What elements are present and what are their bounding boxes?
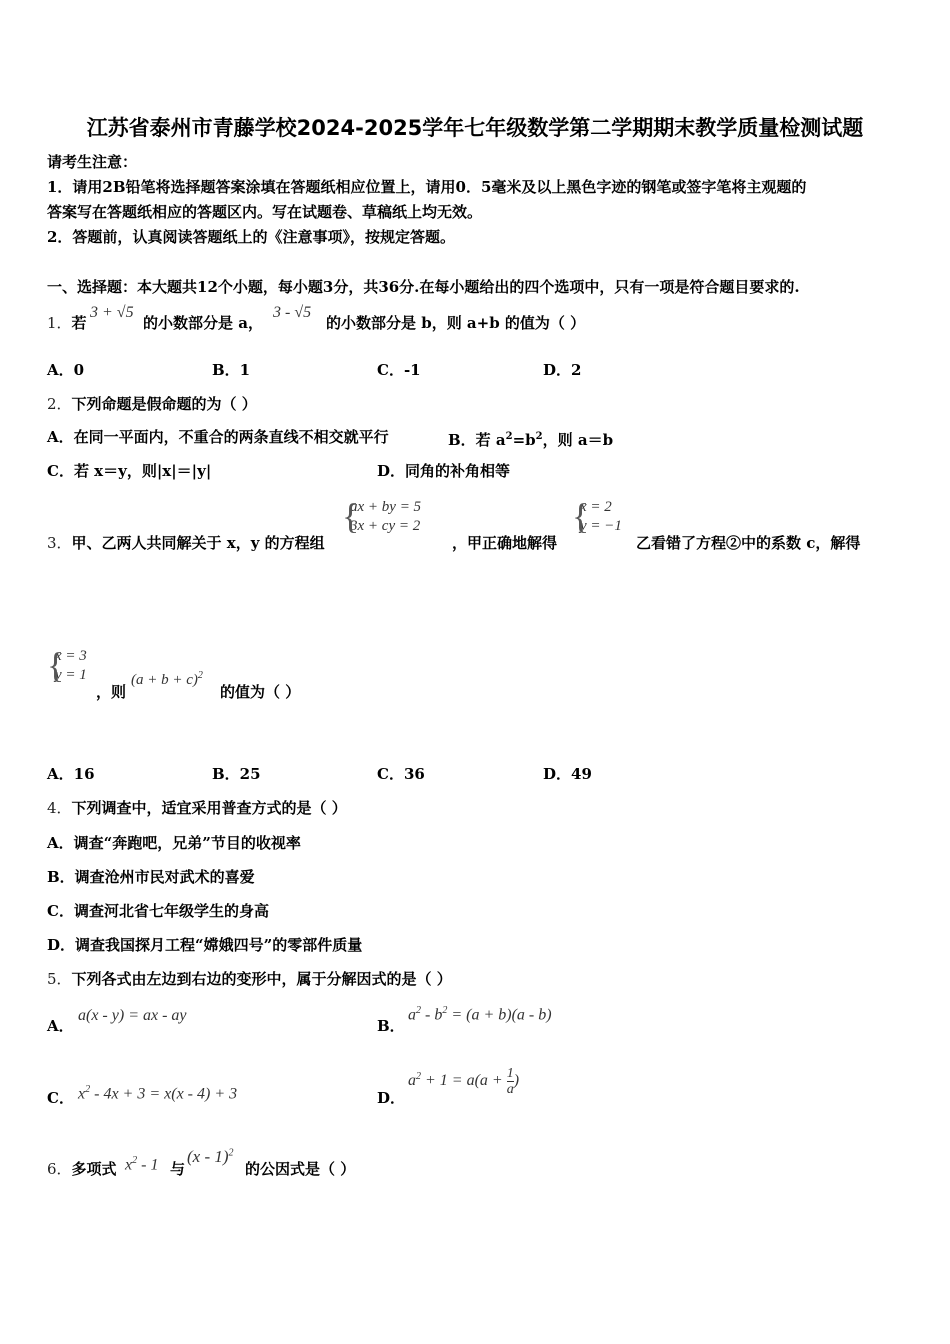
q4-option-d: D．调查我国探月工程“嫦娥四号”的零部件质量 (47, 936, 363, 954)
q3-equation-system: { ax + by = 5 3x + cy = 2 (342, 496, 422, 536)
q2-option-d: D．同角的补角相等 (377, 462, 511, 480)
q4-option-a: A．调查“奔跑吧，兄弟”节目的收视率 (47, 834, 301, 852)
q1-option-c: C．-1 (377, 361, 421, 379)
notice-item-1-line-2: 答案写在答题纸相应的答题区内。写在试题卷、草稿纸上均无效。 (47, 203, 483, 221)
q3-option-c: C．36 (377, 765, 425, 783)
notice-item-1-line-1: 1．请用2B铅笔将选择题答案涂填在答题纸相应位置上，请用0．5毫米及以上黑色字迹的钢笔或签字笔将主观题的 (47, 178, 807, 196)
q5-option-a-label: A． (47, 1017, 74, 1035)
q1-expression-2: 3 - √5 (273, 304, 312, 321)
section-heading: 一、选择题：本大题共12个小题，每小题3分，共36分.在每小题给出的四个选项中，只有一项是符合题目要求的. (47, 278, 800, 296)
q5-option-c-label: C． (47, 1089, 74, 1107)
q3-text-3: 乙看错了方程②中的系数 c，解得 (636, 534, 861, 552)
q1-text-1: 的小数部分是 a， (143, 314, 263, 332)
q1-option-d: D．2 (543, 361, 582, 379)
question-4: 4．下列调查中，适宜采用普查方式的是（ ） (47, 799, 347, 817)
q3-option-b: B．25 (212, 765, 261, 783)
q5-option-d-label: D． (377, 1089, 406, 1107)
q3-option-a: A．16 (47, 765, 95, 783)
q3-option-d: D．49 (543, 765, 592, 783)
q5-option-d-expression: $a^2 + 1 = a(a$ + $\frac{1}{a}$ ) (408, 1066, 520, 1097)
question-6: 6．多项式 (47, 1160, 117, 1178)
q4-option-b: B．调查沧州市民对武术的喜爱 (47, 868, 255, 886)
q4-option-c: C．调查河北省七年级学生的身高 (47, 902, 269, 920)
q3-text-2: ，甲正确地解得 (452, 534, 558, 552)
q5-option-b-expression: $a^2 - b^2 = (a + b)(a - b)$ (408, 1005, 552, 1024)
q3-solution-wrong: { x = 3 y = 1 (47, 645, 87, 685)
q3-text-5: 的值为（ ） (220, 683, 301, 701)
q1-expression-1: 3 + √5 (90, 304, 134, 321)
q5-option-b-label: B． (377, 1017, 405, 1035)
question-2: 2．下列命题是假命题的为（ ） (47, 395, 257, 413)
q3-solution-correct: { x = 2 y = −1 (572, 496, 622, 536)
q6-text-mid: 与 (170, 1160, 186, 1178)
q6-text-post: 的公因式是（ ） (245, 1160, 356, 1178)
q5-option-a-expression: a(x - y) = ax - ay (78, 1007, 187, 1024)
q1-option-a: A．0 (47, 361, 85, 379)
question-number: 1． (47, 314, 72, 332)
q1-text-2: 的小数部分是 b，则 a+b 的值为（ ） (326, 314, 586, 332)
question-1: 1．若 (47, 314, 87, 332)
q2-option-c: C．若 x＝y，则|x|＝|y| (47, 462, 212, 480)
q5-option-c-expression: $x^2 - 4x + 3 = x(x - 4) + 3$ (78, 1084, 238, 1103)
q3-expression: $(a + b + c)^2$ (131, 670, 203, 688)
q2-option-b: B．若 $a^2=b^2$，则 a＝b (448, 431, 614, 449)
q1-option-b: B．1 (212, 361, 251, 379)
fraction: $\frac{1}{a}$ (506, 1066, 514, 1097)
page-title: 江苏省泰州市青藤学校2024-2025学年七年级数学第二学期期末教学质量检测试题 (86, 116, 864, 140)
notice-heading: 请考生注意： (47, 153, 138, 171)
notice-item-2: 2．答题前，认真阅读答题纸上的《注意事项》，按规定答题。 (47, 228, 455, 246)
q6-expression-1: $x^2 - 1$ (125, 1155, 159, 1174)
q3-text-4: ，则 (96, 683, 127, 701)
question-5: 5．下列各式由左边到右边的变形中，属于分解因式的是（ ） (47, 970, 452, 988)
q2-option-a: A．在同一平面内，不重合的两条直线不相交就平行 (47, 428, 389, 446)
q6-expression-2: (x - 1)$^2$ (187, 1147, 234, 1166)
question-3: 3．甲、乙两人共同解关于 x，y 的方程组 (47, 534, 325, 552)
